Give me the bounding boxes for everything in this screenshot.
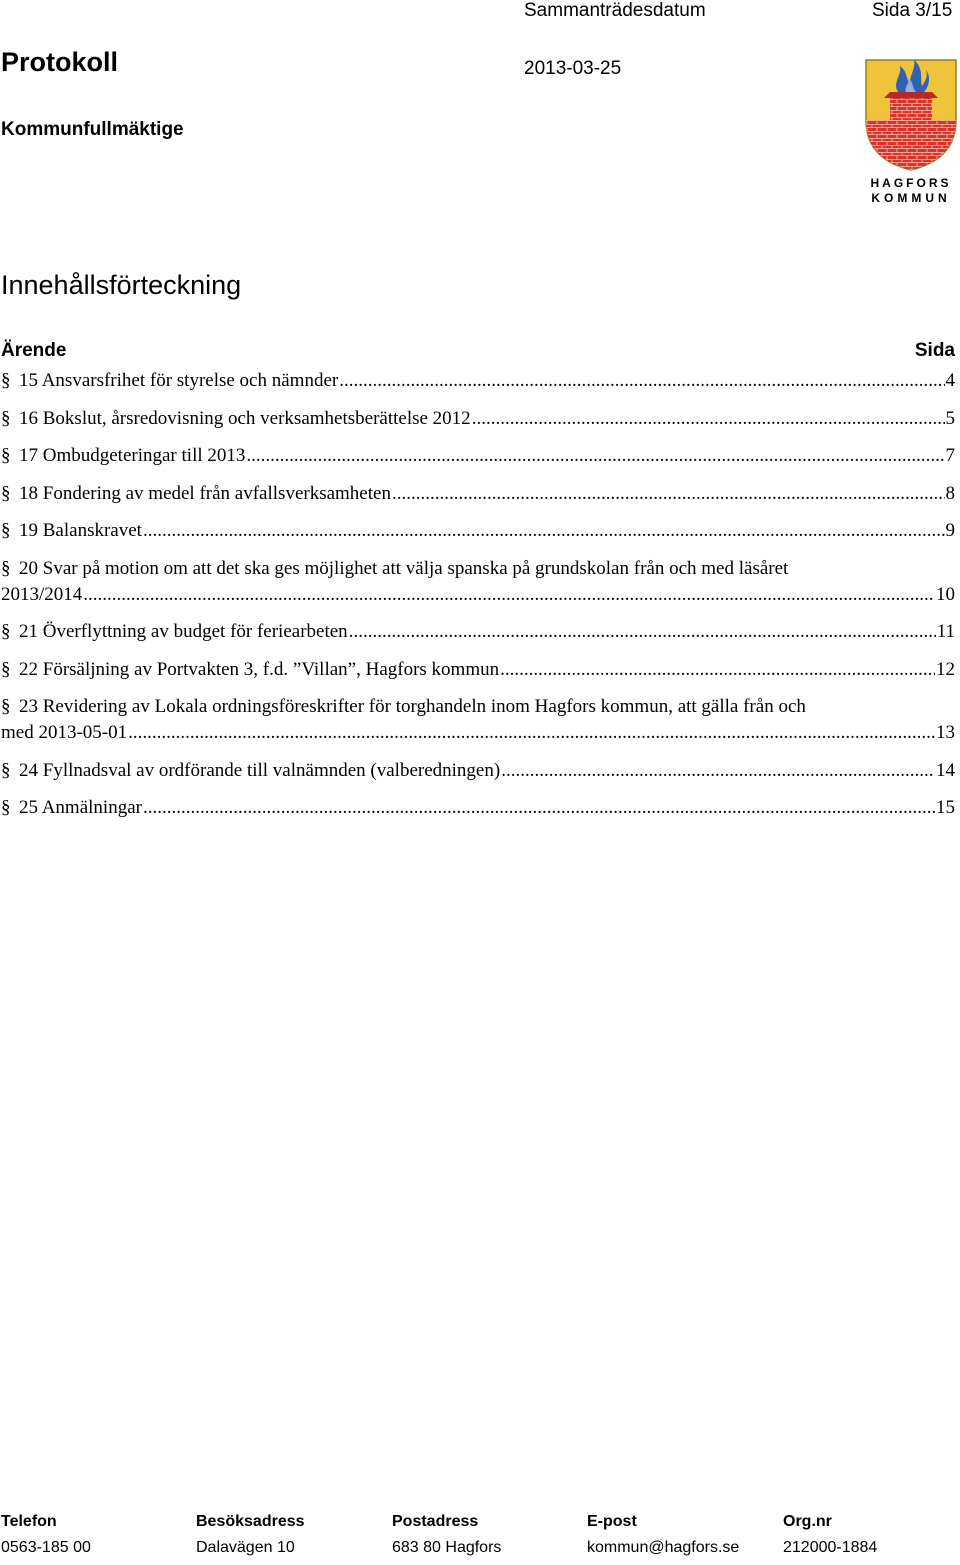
footer-label-phone: Telefon bbox=[1, 1513, 57, 1530]
toc-entry-text: 22 Försäljning av Portvakten 3, f.d. ”Villan”, Hagfors kommun bbox=[19, 658, 500, 680]
toc-list bbox=[0, 368, 955, 833]
dot-leader bbox=[143, 795, 935, 821]
dot-leader bbox=[500, 657, 935, 683]
meeting-date-label: Sammanträdesdatum bbox=[524, 0, 706, 21]
toc-entry-line bbox=[0, 758, 955, 784]
toc-entry[interactable] bbox=[0, 758, 955, 784]
toc-entry-line bbox=[0, 368, 955, 394]
toc-entry-text: 25 Anmälningar bbox=[19, 797, 142, 818]
toc-entry[interactable] bbox=[0, 518, 955, 544]
toc-entry-page: 7 bbox=[945, 445, 955, 466]
hagfors-kommun-logo bbox=[862, 58, 960, 206]
toc-entry[interactable] bbox=[0, 406, 955, 432]
toc-entry-label bbox=[1, 481, 391, 507]
footer-label-org-nr: Org.nr bbox=[783, 1513, 832, 1530]
section-symbol: § bbox=[1, 407, 11, 429]
toc-entry-line bbox=[0, 443, 955, 469]
section-symbol: § bbox=[1, 797, 11, 818]
footer-label-postal-address: Postadress bbox=[392, 1513, 479, 1530]
footer-phone: 0563-185 00 bbox=[1, 1539, 91, 1556]
dot-leader bbox=[392, 481, 945, 507]
toc-entry[interactable] bbox=[0, 443, 955, 469]
toc-entry-line bbox=[0, 518, 955, 544]
hagfors-coat-of-arms-icon bbox=[862, 58, 960, 206]
toc-entry-line bbox=[0, 481, 955, 507]
toc-entry-label bbox=[1, 368, 338, 394]
toc-entry-label bbox=[1, 795, 142, 821]
logo-text-hagfors: HAGFORS bbox=[870, 176, 952, 190]
document-title: Protokoll bbox=[1, 47, 119, 77]
toc-entry-page: 14 bbox=[936, 759, 955, 781]
body-name: Kommunfullmäktige bbox=[1, 119, 184, 140]
toc-entry-page: 8 bbox=[945, 482, 955, 504]
dot-leader bbox=[128, 720, 935, 746]
toc-entry-line bbox=[0, 556, 955, 582]
section-symbol: § bbox=[1, 658, 11, 680]
toc-entry[interactable] bbox=[0, 795, 955, 821]
toc-entry-line bbox=[0, 619, 955, 645]
toc-entry-text: 23 Revidering av Lokala ordningsföreskrifter för torghandeln inom Hagfors kommun, att gälla från och bbox=[19, 696, 806, 717]
toc-entry-label bbox=[1, 406, 471, 432]
toc-entry-page: 13 bbox=[936, 722, 955, 743]
section-symbol: § bbox=[1, 557, 11, 579]
dot-leader bbox=[501, 758, 935, 784]
footer-label-visit-address: Besöksadress bbox=[196, 1513, 305, 1530]
dot-leader bbox=[246, 443, 944, 469]
meeting-date: 2013-03-25 bbox=[524, 58, 622, 79]
toc-entry-line bbox=[0, 406, 955, 432]
toc-entry-line bbox=[0, 582, 955, 608]
toc-entry-page: 4 bbox=[945, 370, 955, 391]
toc-entry-line bbox=[0, 657, 955, 683]
toc-entry-text: 18 Fondering av medel från avfallsverksamheten bbox=[19, 482, 391, 504]
toc-entry-line bbox=[0, 694, 955, 720]
toc-entry[interactable] bbox=[0, 619, 955, 645]
toc-entry-text: 19 Balanskravet bbox=[19, 520, 142, 541]
toc-entry-text: 21 Överflyttning av budget för feriearbeten bbox=[19, 621, 348, 642]
footer-label-email: E-post bbox=[587, 1513, 637, 1530]
toc-entry[interactable] bbox=[0, 368, 955, 394]
dot-leader bbox=[349, 619, 936, 645]
footer-email[interactable]: kommun@hagfors.se bbox=[587, 1539, 740, 1556]
page-number: Sida 3/15 bbox=[872, 0, 953, 21]
logo-text-kommun: KOMMUN bbox=[871, 191, 951, 205]
toc-entry-page: 11 bbox=[936, 621, 955, 642]
footer-visit-address: Dalavägen 10 bbox=[196, 1539, 295, 1556]
toc-entry-text: 20 Svar på motion om att det ska ges möjlighet att välja spanska på grundskolan från och med läsåret bbox=[19, 557, 789, 579]
toc-entry-label bbox=[1, 758, 500, 784]
toc-entry-page: 5 bbox=[945, 407, 955, 429]
toc-entry-line bbox=[0, 795, 955, 821]
toc-entry-label bbox=[1, 619, 348, 645]
dot-leader bbox=[339, 368, 944, 394]
section-symbol: § bbox=[1, 696, 11, 717]
toc-entry-label bbox=[1, 657, 499, 683]
toc-entry[interactable] bbox=[0, 481, 955, 507]
toc-entry[interactable] bbox=[0, 556, 955, 608]
toc-entry-page: 12 bbox=[936, 658, 955, 680]
footer-labels bbox=[0, 1513, 960, 1539]
footer bbox=[0, 1513, 960, 1565]
toc-entry[interactable] bbox=[0, 657, 955, 683]
section-symbol: § bbox=[1, 370, 11, 391]
toc-entry-text: 16 Bokslut, årsredovisning och verksamhetsberättelse 2012 bbox=[19, 407, 471, 429]
toc-column-sida: Sida bbox=[914, 340, 955, 361]
section-symbol: § bbox=[1, 482, 11, 504]
dot-leader bbox=[143, 518, 945, 544]
toc-entry-text-cont: med 2013-05-01 bbox=[1, 722, 128, 743]
toc-entry-text: 24 Fyllnadsval av ordförande till valnämnden (valberedningen) bbox=[19, 759, 501, 781]
section-symbol: § bbox=[1, 759, 11, 781]
dot-leader bbox=[83, 582, 935, 608]
toc-entry[interactable] bbox=[0, 694, 955, 746]
toc-entry-label bbox=[1, 518, 142, 544]
toc-entry-text-cont: 2013/2014 bbox=[1, 583, 83, 605]
section-symbol: § bbox=[1, 445, 11, 466]
dot-leader bbox=[472, 406, 945, 432]
section-symbol: § bbox=[1, 520, 11, 541]
toc-title: Innehållsförteckning bbox=[1, 270, 242, 300]
toc-entry-page: 10 bbox=[936, 583, 955, 605]
toc-entry-page: 9 bbox=[945, 520, 955, 541]
toc-entry-label bbox=[1, 443, 245, 469]
footer-postal-address: 683 80 Hagfors bbox=[392, 1539, 502, 1556]
toc-entry-text: 17 Ombudgeteringar till 2013 bbox=[19, 445, 246, 466]
footer-values bbox=[0, 1539, 960, 1565]
toc-entry-line bbox=[0, 720, 955, 746]
footer-org-nr: 212000-1884 bbox=[783, 1539, 878, 1556]
toc-entry-page: 15 bbox=[936, 797, 955, 818]
toc-column-arende: Ärende bbox=[1, 340, 67, 361]
section-symbol: § bbox=[1, 621, 11, 642]
toc-entry-text: 15 Ansvarsfrihet för styrelse och nämnder bbox=[19, 370, 339, 391]
